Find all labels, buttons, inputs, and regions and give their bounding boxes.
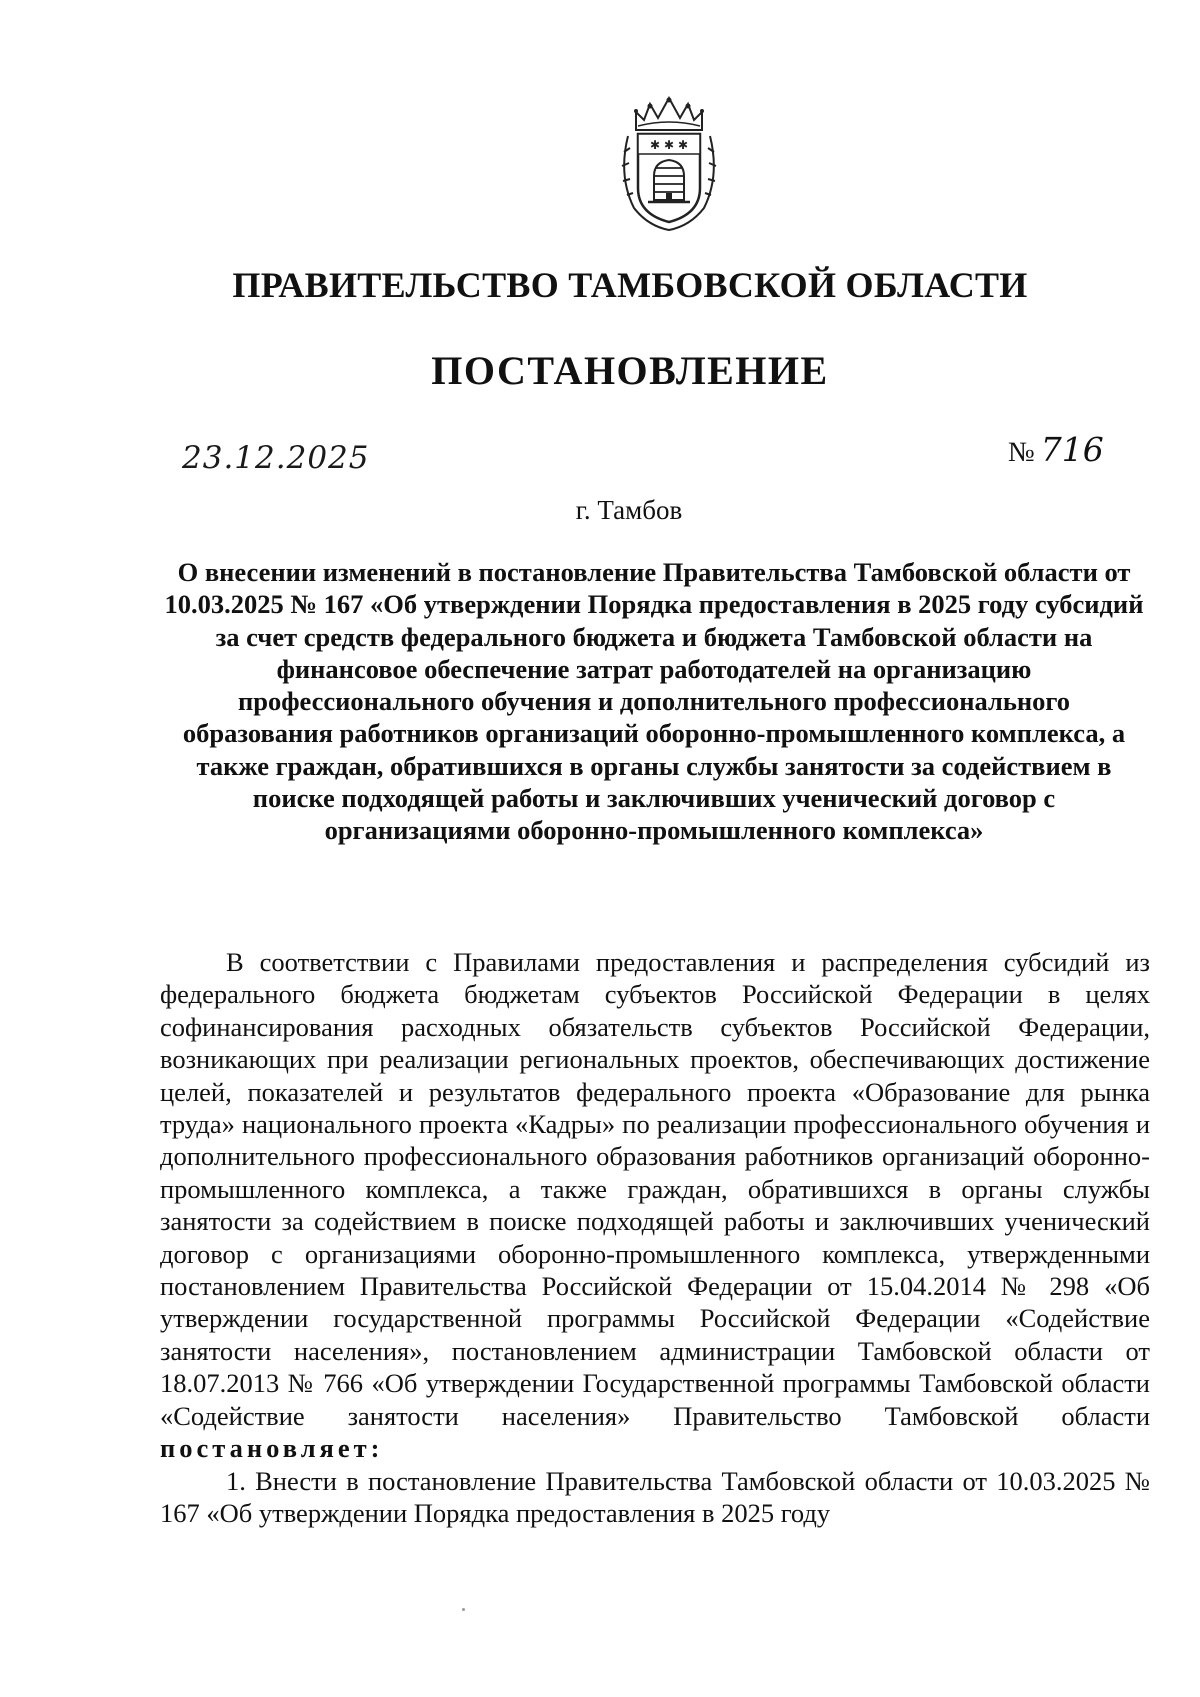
organization-title: ПРАВИТЕЛЬСТВО ТАМБОВСКОЙ ОБЛАСТИ	[232, 265, 1028, 305]
city-line: г. Тамбов	[575, 495, 683, 525]
item-1-paragraph: 1. Внести в постановление Правительства Тамбовской области от 10.03.2025 № 167 «Об утверждении Порядка предоставления в 2025 году	[160, 1465, 1150, 1528]
preamble-text: В соответствии с Правилами предоставления и распределения субсидий из федерального бюджета бюджетам субъектов Российской Федерации в целях софинансирования расходных обязательств субъектов Российской Федерации, возникающих при реализации региональных проектов, обеспечивающих достижение целей, показателей и результатов федерального проекта «Образование для рынка труда» национального проекта «Кадры» по реализации профессионального обучения и дополнительного профессионального образования работников организаций оборонно-промышленного комплекса, а также граждан, обратившихся в органы службы занятости за содействием в поиске подходящей работы и заключивших ученический договор с организациями оборонно-промышленного комплекса, утвержденными постановлением Правительства Российской Федерации от 15.04.2014 № 298 «Об утверждении государственной программы Российской Федерации «Содействие занятости населения», постановлением администрации Тамбовской области от 18.07.2013 № 766 «Об утверждении Государственной программы Тамбовской области «Содействие занятости населения» Правительство Тамбовской области	[160, 947, 1150, 1431]
document-subject: О внесении изменений в постановление Правительства Тамбовской области от 10.03.2025 № 167 «Об утверждении Порядка предоставления в 2025 году субсидий за счет средств федерального бюджета и бюджета Тамбовской области на финансовое обеспечение затрат работодателей на организацию профессионального обучения и дополнительного профессионального образования работников организаций оборонно-промышленного комплекса, а также граждан, обратившихся в органы службы занятости за содействием в поиске подходящей работы и заключивших ученический договор с организациями оборонно-промышленного комплекса»	[164, 557, 1144, 846]
tambov-coat-of-arms-icon	[614, 96, 724, 234]
resolves-word: постановляет:	[160, 1433, 384, 1464]
svg-text:✱: ✱	[664, 138, 675, 152]
document-number	[1008, 430, 1104, 469]
document-date: 23.12.2025	[182, 440, 370, 476]
document-body	[160, 946, 1150, 1529]
preamble-paragraph	[160, 946, 1150, 1465]
document-type-title: ПОСТАНОВЛЕНИЕ	[431, 348, 829, 393]
svg-text:✱: ✱	[678, 138, 689, 152]
number-value: 716	[1040, 430, 1104, 469]
svg-text:✱: ✱	[650, 138, 661, 152]
number-label: №	[1008, 437, 1035, 468]
scan-speck	[462, 1608, 465, 1611]
